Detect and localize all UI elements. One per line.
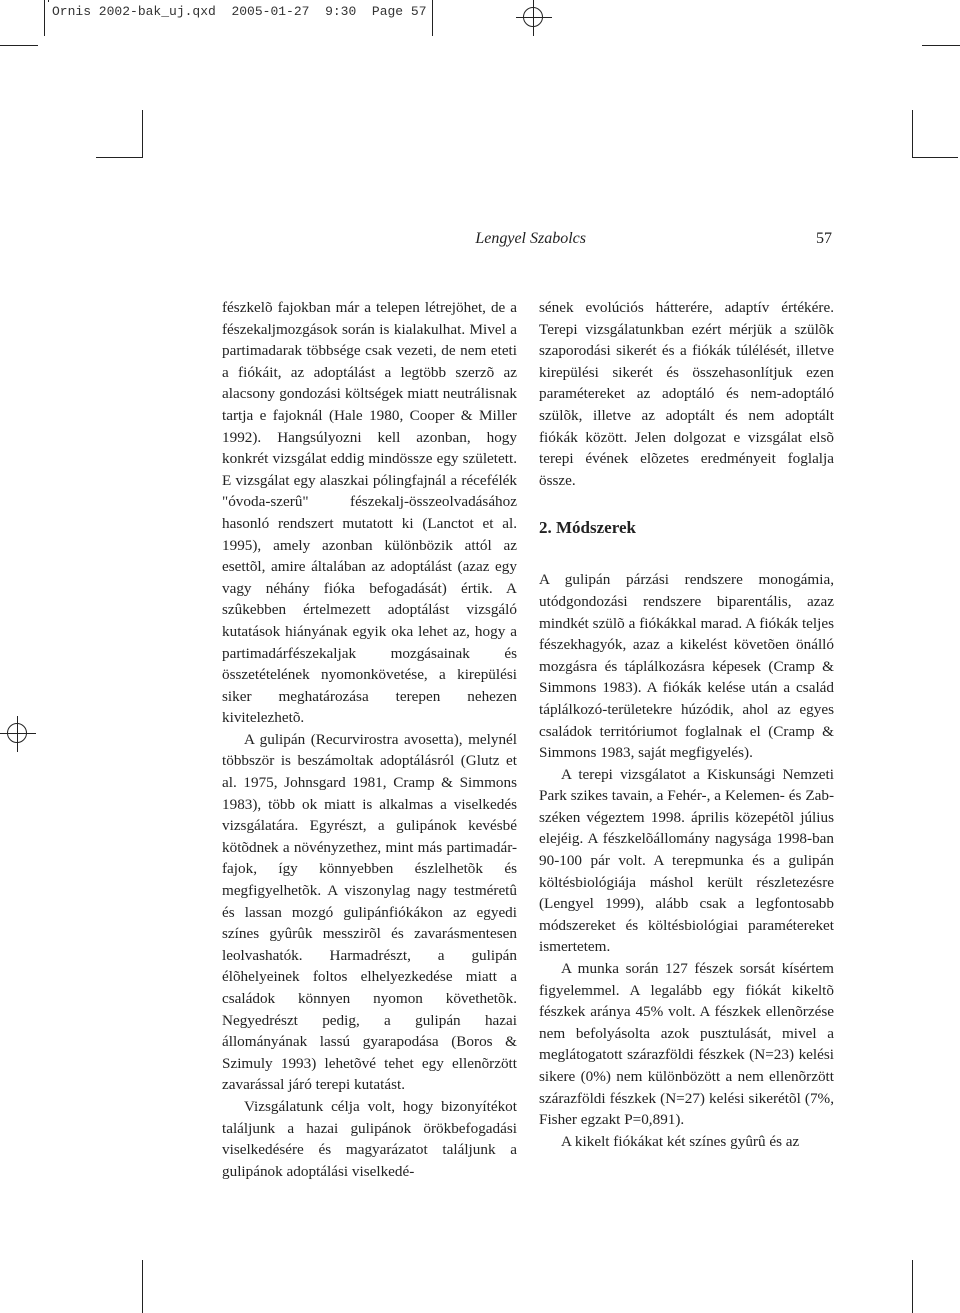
right-paragraph-4: A munka során 127 fészek sorsát kísértem figyelemmel. A legalább egy fiókát kikeltõ fészkek aránya 45% volt. A fészkek ellenõrzése nem befolyásolta azok pusztulását, mivel a meglátogatott szárazföldi fészkek (N=23) kelési sikere (0%) nem különbözött a nem ellenõrzött szárazföldi fészkek (N=27) kelési sikerétõl (7%, Fisher egzakt P=0,891). — [539, 960, 834, 1129]
crop-mark-bottom-right-v — [912, 1260, 913, 1313]
running-head — [222, 230, 834, 254]
slug-page: Page 57 — [371, 4, 427, 19]
left-text-column — [222, 297, 517, 1182]
crop-mark-top-left-h — [0, 45, 38, 46]
crop-mark-top-left-v — [48, 0, 49, 2]
right-paragraph-5: A kikelt fiókákat két színes gyûrû és az — [561, 1132, 800, 1150]
page-number: 57 — [816, 230, 832, 247]
running-head-author: Lengyel Szabolcs — [475, 230, 586, 247]
crop-mark-top-left-inner-h — [96, 157, 142, 158]
right-text-column — [539, 297, 834, 1152]
left-paragraph-2: A gulipán (Recurvirostra avosetta), melynél többször is beszámoltak adoptálásról (Glutz et al. 1975, Johnsgard 1981, Cramp & Simmons 1983), több ok miatt is alkalmas a viselkedés vizsgálatára. Egyrészt, a gulipánok kevésbé kötõdnek a növényzethez, mint más partimadár-fajok, így könnyebben észlelhetõk és megfigyelhetõk. A viszonylag nagy testméretû és lassan mozgó gulipánfiókákon az egyedi színes gyûrûk messzirõl és zavarásmentesen leolvashatók. Harmadrészt, a gulipán élõhelyeinek foltos elhelyezkedése miatt a családok könnyen nyomon követhetõk. Negyedrészt pedig, a gulipán hazai állományának lassú gyarapodása (Boros & Szimuly 1993) lehetõvé tehet egy ellenõrzött zavarással járó terepi kutatást. — [222, 730, 517, 1094]
slug-rule-left — [44, 0, 45, 36]
registration-mark-left — [0, 716, 36, 752]
section-heading: 2. Módszerek — [539, 518, 636, 538]
crop-mark-top-right-inner-h — [912, 157, 958, 158]
left-paragraph-3: Vizsgálatunk célja volt, hogy bizonyítékot találjunk a hazai gulipánok örökbefogadási viselkedésére és magyarázatot találjunk a gulipánok adoptálási viselkedé- — [222, 1097, 517, 1180]
slug-time: 9:30 — [325, 4, 357, 19]
right-paragraph-3: A terepi vizsgálatot a Kiskunsági Nemzeti Park szikes tavain, a Fehér-, a Kelemen- és Zab-széken végeztem 1998. április közepétõl július elejéig. A fészkelõállomány nagysága 1998-ban 90-100 pár volt. A terepmunka és a gulipán költésbiológiája máshol került részletezésre (Lengyel 1999), alább csak a legfontosabb módszereket és költésbiológiai paramétereket ismertetem. — [539, 765, 834, 956]
right-paragraph-1: sének evolúciós hátterére, adaptív értékére. Terepi vizsgálatunkban ezért mérjük a szülõk szaporodási sikerét és a fiókák túlélését, illetve kirepülési sikerét és összehasonlítjuk ezen paramétereket az adoptáló és nem-adoptáló szülõk, illetve az adoptált és nem adoptált fiókák között. Jelen dolgozat e vizsgálat elsõ terepi évének elõzetes eredményeit foglalja össze. — [539, 299, 834, 489]
left-paragraph-1: fészkelõ fajokban már a telepen létrejöhet, de a fészekaljmozgások során is kialakulhat. Mivel a partimadarak többsége csak vezeti, de nem eteti a fiókáit, az adoptálást a legtöbb szerzõ az alacsony gondozási költségek miatt neutrálisnak tartja e fajoknál (Hale 1980, Cooper & Miller 1992). Hangsúlyozni kell azonban, hogy konkrét vizsgálat eddig mindössze egy született. E vizsgálat egy alaszkai pólingfajnál a récefélék "óvoda-szerû" fészekalj-összeolvadásához hasonló rendszert mutatott ki (Lanctot et al. 1995), amely azonban különbözik attól az esettõl, amire általában az adoptálást (azaz egy vagy néhány fióka befogadását) értik. A szûkebben értelmezett adoptálást vizsgáló kutatások hiányának egyik oka lehet az, hogy a partimadárfészekaljak mozgásainak és összetételének nyomonkövetése, a kirepülési siker meghatározása terepen nehezen kivitelezhetõ. — [222, 299, 517, 727]
crop-mark-top-right-h — [922, 45, 960, 46]
slug-date: 2005-01-27 — [231, 4, 310, 19]
crop-mark-bottom-left-v — [142, 1260, 143, 1313]
crop-mark-top-right-inner-v — [912, 110, 913, 158]
slug-file: Ornis 2002-bak_uj.qxd — [52, 4, 216, 19]
registration-mark-top — [516, 0, 552, 36]
slug-rule-right — [432, 0, 433, 36]
crop-mark-top-left-inner-v — [142, 110, 143, 158]
file-slug-line — [52, 4, 427, 19]
right-paragraph-2: A gulipán párzási rendszere monogámia, utódgondozási rendszere biparentális, azaz mindkét szülõ a fiókákkal marad. A fiókák teljes fészekhagyók, azaz a kikelést követõen önálló mozgásra és táplálkozásra képesek (Cramp & Simmons 1983). A fiókák kelése után a család táplálkozó-területekre húzódik, ahol az egyes családok territóriumot foglalnak el (Cramp & Simmons 1983, saját megfigyelés). — [539, 571, 834, 762]
